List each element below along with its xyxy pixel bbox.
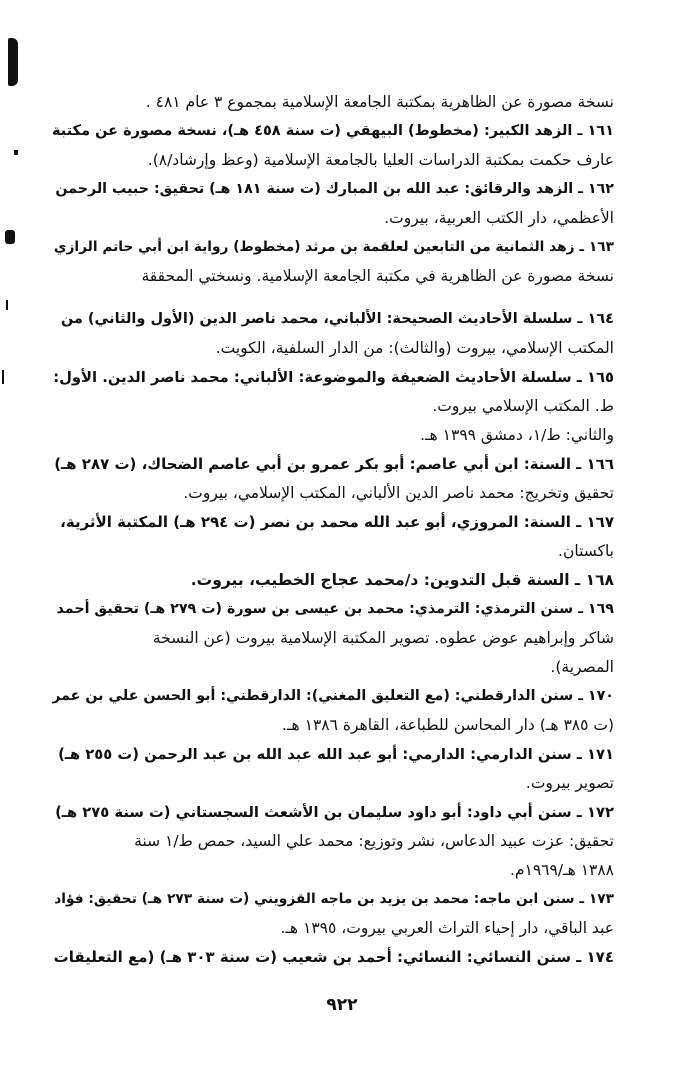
entry-164-line-1: ١٦٤ ـ سلسلة الأحاديث الصحيحة: الألباني، محمد ناصر الدين (الأول والثاني) من [60, 311, 614, 327]
entry-172-line-3: ١٣٨٨ هـ/١٩٦٩م. [509, 861, 614, 879]
entry-162-line-1: ١٦٢ ـ الزهد والرقائق: عبد الله بن المبارك (ت سنة ١٨١ هـ) تحقيق: حبيب الرحمن [55, 181, 614, 197]
page-number: ٩٢٢ [326, 995, 358, 1015]
bibliography-page [52, 88, 614, 972]
text-line: نسخة مصورة عن الظاهرية بمكتبة الجامعة الإسلامية بمجموع ٣ عام ٤٨١ . [145, 93, 614, 111]
entry-172-line-1: ١٧٢ ـ سنن أبي داود: أبو داود سليمان بن الأشعث السجستاني (ت سنة ٢٧٥ هـ) [55, 804, 614, 821]
entry-163-line-1: ١٦٣ ـ زهد الثمانية من التابعين لعلقمة بن مرثد (مخطوط) رواية ابن أبي حاتم الرازي [53, 239, 614, 255]
section-gap [52, 291, 614, 305]
entry-163-line-2: نسخة مصورة عن الظاهرية في مكتبة الجامعة الإسلامية. ونسختي المحققة [141, 267, 614, 285]
entry-169-line-2: شاكر وإبراهيم عوض عطوه. تصوير المكتبة الإسلامية بيروت (عن النسخة [152, 629, 614, 647]
entry-161-line-1: ١٦١ ـ الزهد الكبير: (مخطوط) البيهقي (ت سنة ٤٥٨ هـ)، نسخة مصورة عن مكتبة [52, 123, 614, 139]
entry-172-line-2: تحقيق: عزت عبيد الدعاس، نشر وتوزيع: محمد علي السيد، حمص ط/١ سنة [134, 832, 614, 850]
margin-mark [2, 370, 4, 384]
entry-173-line-2: عبد الباقي، دار إحياء التراث العربي بيروت، ١٣٩٥ هـ. [280, 919, 614, 937]
entry-173-line-1: ١٧٣ ـ سنن ابن ماجه: محمد بن يزيد بن ماجه القزويني (ت سنة ٢٧٣ هـ) تحقيق: فؤاد [54, 891, 614, 907]
entry-170-line-2: (ت ٣٨٥ هـ) دار المحاسن للطباعة، القاهرة ١٣٨٦ هـ. [282, 716, 614, 734]
margin-mark [14, 150, 18, 155]
entry-169-line-3: المصرية). [550, 658, 614, 676]
entry-174-line-1: ١٧٤ ـ سنن النسائي: النسائي: أحمد بن شعيب (ت سنة ٣٠٣ هـ) (مع التعليقات [53, 948, 614, 966]
entry-167-line-2: باكستان. [558, 542, 614, 560]
entry-165-line-2: ط. المكتب الإسلامي بيروت. [432, 397, 614, 415]
entry-170-line-1: ١٧٠ ـ سنن الدارقطني: (مع التعليق المغني): الدارقطني: أبو الحسن علي بن عمر [52, 688, 614, 704]
entry-167-line-1: ١٦٧ ـ السنة: المروزي، أبو عبد الله محمد بن نصر (ت ٢٩٤ هـ) المكتبة الأثرية، [60, 513, 614, 531]
entry-171-line-1: ١٧١ ـ سنن الدارمي: الدارمي: أبو عبد الله عبد الله بن عبد الرحمن (ت ٢٥٥ هـ) [58, 746, 614, 763]
entry-162-line-2: الأعظمي، دار الكتب العربية، بيروت. [384, 209, 614, 227]
entry-169-line-1: ١٦٩ ـ سنن الترمذي: الترمذي: محمد بن عيسى بن سورة (ت ٢٧٩ هـ) تحقيق أحمد [56, 601, 614, 617]
margin-mark [6, 300, 8, 310]
entry-165-line-1: ١٦٥ ـ سلسلة الأحاديث الضعيفة والموضوعة: الألباني: محمد ناصر الدين. الأول: [53, 369, 614, 386]
margin-mark [8, 38, 18, 86]
margin-mark [5, 230, 15, 244]
entry-161-line-2: عارف حكمت بمكتبة الدراسات العليا بالجامعة الإسلامية (وعظ وإرشاد/٨). [147, 151, 614, 169]
entry-166-line-2: تحقيق وتخريج: محمد ناصر الدين الألباني، المكتب الإسلامي، بيروت. [183, 484, 614, 502]
entry-165-line-3: والثاني: ط/١، دمشق ١٣٩٩ هـ. [420, 426, 614, 444]
entry-168-line-1: ١٦٨ ـ السنة قبل التدوين: د/محمد عجاج الخطيب، بيروت. [190, 571, 614, 589]
entry-171-line-2: تصوير بيروت. [525, 774, 614, 792]
entry-164-line-2: المكتب الإسلامي، بيروت (والثالث): من الدار السلفية، الكويت. [215, 339, 614, 357]
entry-166-line-1: ١٦٦ ـ السنة: ابن أبي عاصم: أبو بكر عمرو بن أبي عاصم الضحاك، (ت ٢٨٧ هـ) [54, 455, 614, 473]
